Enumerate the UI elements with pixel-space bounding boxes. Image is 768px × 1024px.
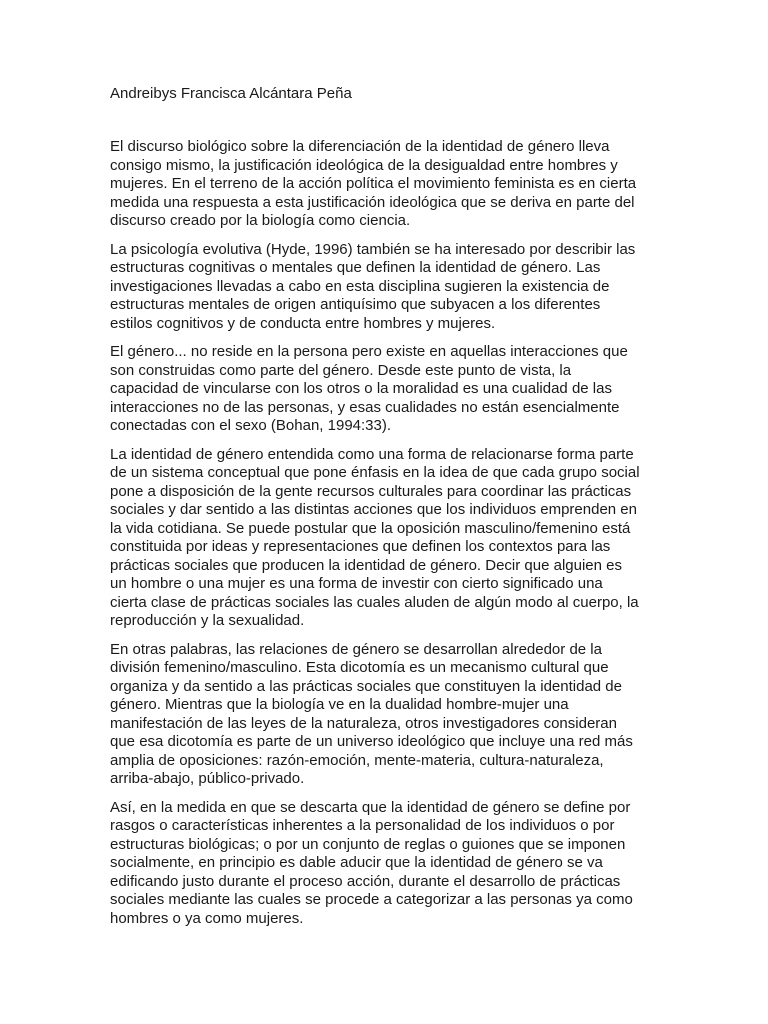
- paragraph-line: pone a disposición de la gente recursos culturales para coordinar las prácticas: [110, 482, 632, 500]
- paragraph-line: mujeres. En el terreno de la acción política el movimiento feminista es en cierta: [110, 175, 637, 192]
- paragraph: [110, 343, 658, 436]
- paragraph-line: La psicología evolutiva (Hyde, 1996) también se ha interesado por describir las: [110, 240, 636, 258]
- paragraph-line: cierta clase de prácticas sociales las cuales aluden de algún modo al cuerpo, la: [110, 593, 639, 611]
- paragraph-line: hombres o ya como mujeres.: [110, 909, 304, 927]
- paragraph-line: rasgos o características inherentes a la personalidad de los individuos o por: [110, 817, 615, 834]
- paragraph-line: interacciones no de las personas, y esas cualidades no están esencialmente: [110, 398, 620, 416]
- paragraph-line: estructuras biológicas; o por un conjunto de reglas o guiones que se imponen: [110, 835, 626, 853]
- paragraph-line: son construidas como parte del género. Desde este punto de vista, la: [110, 361, 572, 379]
- paragraph-line: consigo mismo, la justificación ideológica de la desigualdad entre hombres y: [110, 156, 618, 174]
- paragraph-line: capacidad de vincularse con los otros o la moralidad es una cualidad de las: [110, 380, 612, 397]
- paragraph-line: estructuras mentales de origen antiquísimo que subyacen a los diferentes: [110, 296, 601, 313]
- paragraph-line: La identidad de género entendida como una forma de relacionarse forma parte: [110, 445, 634, 463]
- paragraph-line: organiza y da sentido a las prácticas sociales que constituyen la identidad de: [110, 677, 622, 695]
- paragraph-line: discurso creado por la biología como ciencia.: [110, 212, 411, 229]
- paragraph-line: amplia de oposiciones: razón-emoción, mente-materia, cultura-naturaleza,: [110, 751, 604, 769]
- author-name: Andreibys Francisca Alcántara Peña: [110, 85, 352, 102]
- paragraph-line: constituida por ideas y representaciones que definen los contextos para las: [110, 538, 611, 555]
- paragraph-line: sociales y dar sentido a las distintas acciones que los individuos emprenden en: [110, 501, 637, 518]
- paragraph-line: sociales mediante las cuales se procede a categorizar a las personas ya como: [110, 891, 633, 908]
- paragraph-line: reproducción y la sexualidad.: [110, 612, 305, 629]
- paragraph-line: arriba-abajo, público-privado.: [110, 770, 305, 787]
- paragraph-line: socialmente, en principio es dable aducir que la identidad de género se va: [110, 854, 603, 871]
- paragraph-line: En otras palabras, las relaciones de género se desarrollan alrededor de la: [110, 640, 602, 658]
- paragraph-line: que esa dicotomía es parte de un universo ideológico que incluye una red más: [110, 733, 633, 750]
- paragraph-line: prácticas sociales que producen la identidad de género. Decir que alguien es: [110, 556, 622, 574]
- paragraph-line: de un sistema conceptual que pone énfasis en la idea de que cada grupo social: [110, 464, 640, 481]
- paragraph: [110, 641, 658, 789]
- paragraph: [110, 799, 658, 929]
- paragraph-line: conectadas con el sexo (Bohan, 1994:33).: [110, 417, 392, 434]
- paragraph-line: un hombre o una mujer es una forma de investir con cierto significado una: [110, 575, 603, 592]
- paragraph-line: estructuras cognitivas o mentales que definen la identidad de género. Las: [110, 259, 601, 276]
- paragraph-line: edificando justo durante el proceso acción, durante el desarrollo de prácticas: [110, 872, 621, 890]
- paragraph-line: Así, en la medida en que se descarta que la identidad de género se define por: [110, 798, 631, 816]
- paragraph-line: El discurso biológico sobre la diferenciación de la identidad de género lleva: [110, 138, 610, 155]
- paragraph-line: investigaciones llevadas a cabo en esta disciplina sugieren la existencia de: [110, 277, 610, 295]
- document-body: [110, 138, 658, 938]
- paragraph-line: estilos cognitivos y de conducta entre hombres y mujeres.: [110, 314, 496, 332]
- paragraph-line: la vida cotidiana. Se puede postular que la oposición masculino/femenino está: [110, 519, 631, 537]
- paragraph-line: manifestación de las leyes de la naturaleza, otros investigadores consideran: [110, 714, 617, 732]
- paragraph: [110, 446, 658, 631]
- paragraph-line: género. Mientras que la biología ve en la dualidad hombre-mujer una: [110, 696, 569, 713]
- paragraph-line: medida una respuesta a esta justificación ideológica que se deriva en parte del: [110, 193, 635, 211]
- paragraph: [110, 138, 658, 231]
- paragraph-line: división femenino/masculino. Esta dicotomía es un mecanismo cultural que: [110, 659, 609, 676]
- paragraph-line: El género... no reside en la persona pero existe en aquellas interacciones que: [110, 343, 628, 360]
- paragraph: [110, 241, 658, 334]
